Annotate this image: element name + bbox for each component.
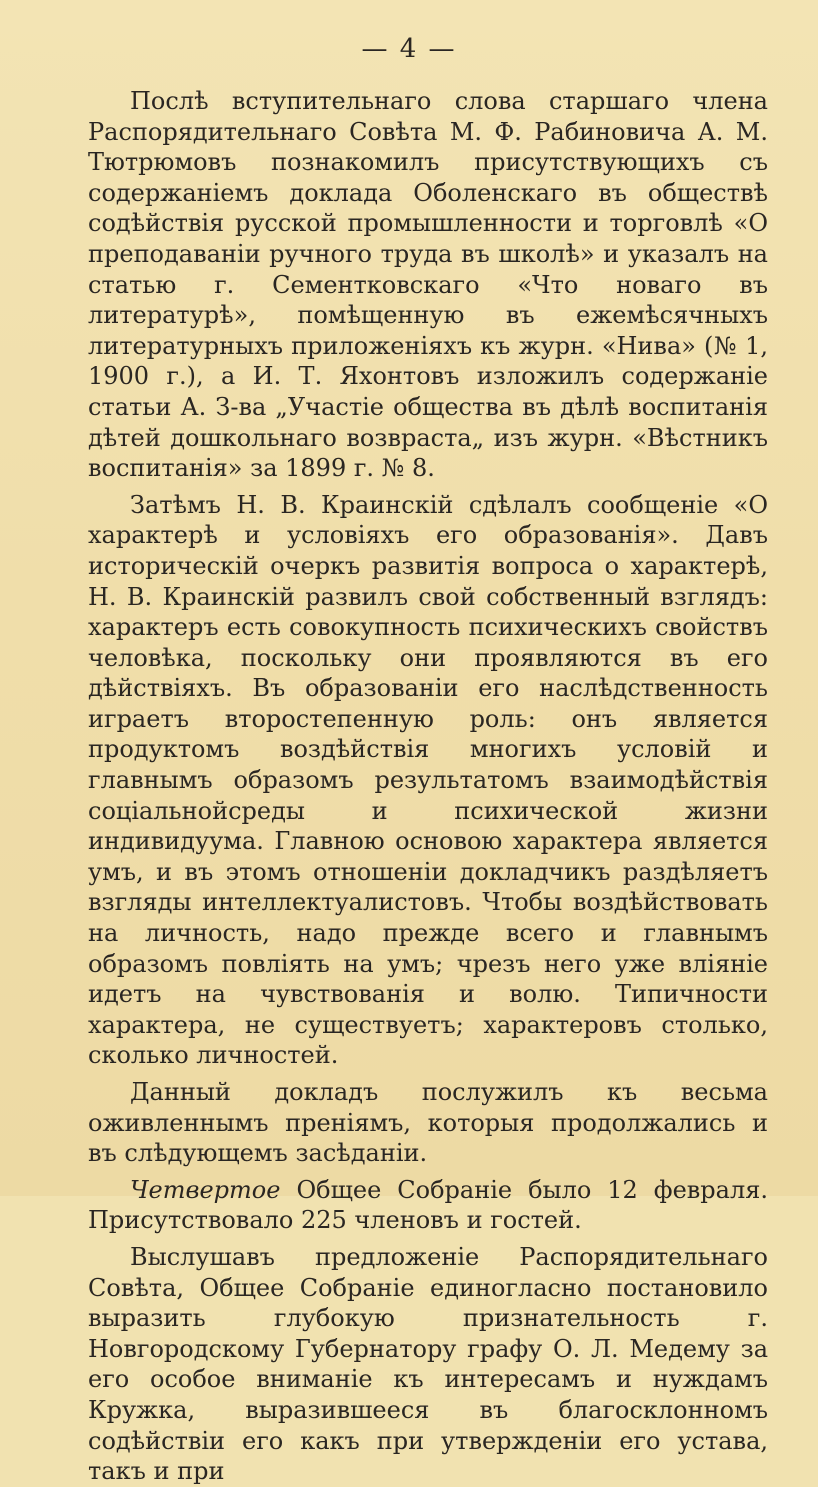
paragraph: [88, 1242, 768, 1487]
paragraph-text: Затѣмъ Н. В. Краинскій сдѣлалъ сообщеніе «О характерѣ и условіяхъ его образованія». Давъ историческій очеркъ развитія вопроса о характерѣ, Н. В. Краинскій развилъ свой собственный взглядъ: характеръ есть совокупность психическихъ свойствъ человѣка, поскольку они проявляются въ его дѣйствіяхъ. Въ образованіи его наслѣдственность играетъ второстепенную роль: онъ является продуктомъ воздѣйствія многихъ условій и главнымъ образомъ результатомъ взаимодѣйствія соціальнойсреды и психической жизни индивидуума. Главною основою характера является умъ, и въ этомъ отношеніи докладчикъ раздѣляетъ взгляды интеллектуалистовъ. Чтобы воздѣйствовать на личность, надо прежде всего и главнымъ образомъ повліять на умъ; чрезъ него уже вліяніе идетъ на чувствованія и волю. Типичности характера, не существуетъ; характеровъ столько, сколько личностей.: [88, 490, 768, 1070]
meeting-heading: Четвертое: [130, 1175, 281, 1204]
paragraph-text: Данный докладъ послужилъ къ весьма оживленнымъ преніямъ, которыя продолжались и въ слѣдующемъ засѣданіи.: [88, 1078, 768, 1168]
paragraph-text: Общее Собраніе было 12 февраля. Присутствовало 225 членовъ и гостей.: [88, 1175, 768, 1235]
paragraph: [88, 490, 768, 1071]
paragraph: [88, 1077, 768, 1169]
paragraph: [88, 86, 768, 484]
paragraph-text: Выслушавъ предложеніе Распорядительнаго Совѣта, Общее Собраніе единогласно постановило выразить глубокую признательность г. Новгородскому Губернатору графу О. Л. Медему за его особое вниманіе къ интересамъ и нуждамъ Кружка, выразившееся въ благосклонномъ содѣйствіи его какъ при утвержденіи его устава, такъ и при: [88, 1242, 768, 1486]
page-number: — 4 —: [361, 34, 457, 64]
paragraph: [88, 1175, 768, 1236]
paragraph-text: Послѣ вступительнаго слова старшаго члена Распорядительнаго Совѣта М. Ф. Рабиновича А. М. Тютрюмовъ познакомилъ присутствующихъ съ содержаніемъ доклада Оболенскаго въ обществѣ содѣйствія русской промышленности и торговлѣ «О преподаваніи ручного труда въ школѣ» и указалъ на статью г. Сементковскаго «Что новаго въ литературѣ», помѣщенную въ ежемѣсячныхъ литературныхъ приложеніяхъ къ журн. «Нива» (№ 1, 1900 г.), а И. Т. Яхонтовъ изложилъ содержаніе статьи А. З-ва „Участіе общества въ дѣлѣ воспитанія дѣтей дошкольнаго возвраста„ изъ журн. «Вѣстникъ воспитанія» за 1899 г. № 8.: [88, 87, 768, 483]
body-text: [88, 86, 768, 1487]
